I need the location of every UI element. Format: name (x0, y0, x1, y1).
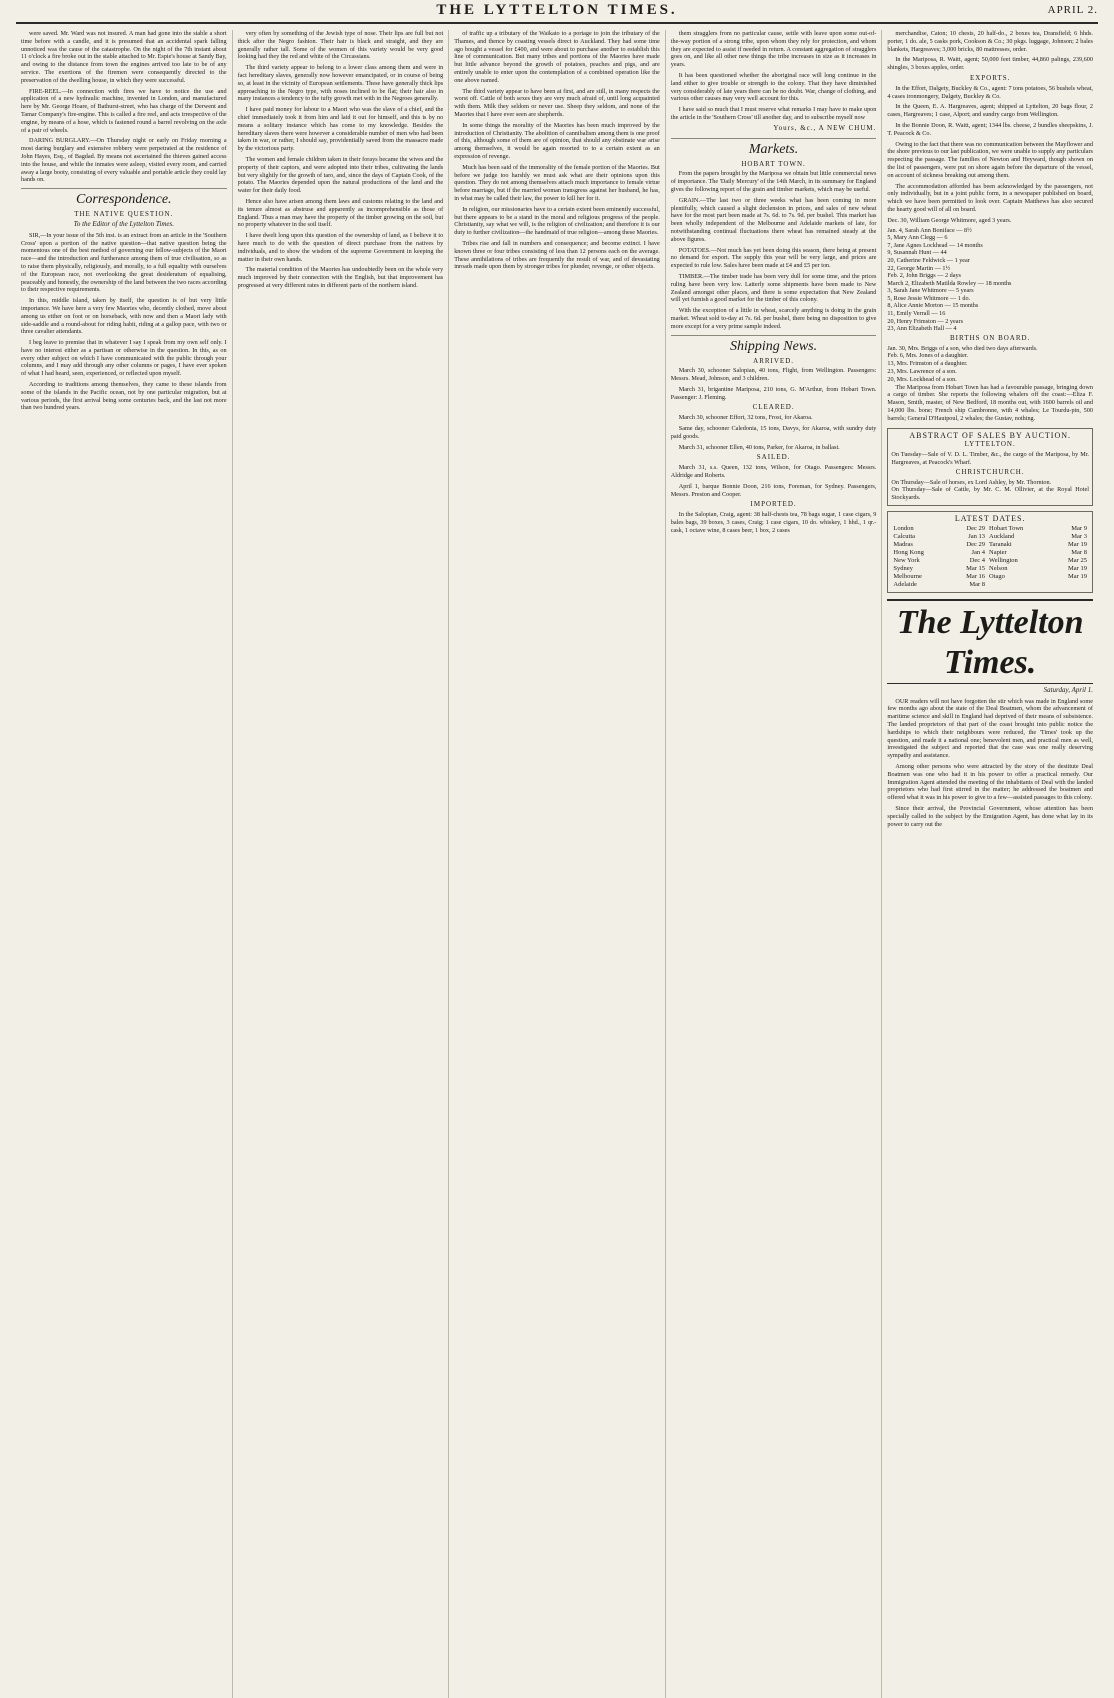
paragraph: I beg leave to premise that in whatever I say I speak from my own self only. I have no interest either as a partisan or otherwise in the question. In this, as on every other subject on which I have communicated with the public through your columns, and I may add through any other columns or pages, I have ever spoken of what I had heard, seen, experienced, or reflected upon myself. (21, 339, 227, 378)
table-cell: Dec 29 (966, 524, 986, 532)
table-cell: Mar 15 (966, 564, 986, 572)
paragraph: merchandise, Caton; 10 chests, 20 half-do., 2 boxes tea, Dransfield; 6 hhds. porter, 1 do. ale, 5 casks pork, Cookson & Co.; 30 pkgs. luggage, Johnson; 2 bales blankets, Hargreaves; 3,000 bricks, 80 mattresses, order. (887, 30, 1093, 53)
table-cell: Mar 8 (969, 580, 986, 588)
abstract-entry: On Thursday—Sale of horses, ex Lord Ashley, by Mr. Thornton. (891, 478, 1052, 486)
table-cell: Auckland (989, 532, 1015, 540)
section-header-markets: Markets. (671, 138, 877, 159)
paragraph: The Mariposa from Hobart Town has had a favourable passage, bringing down a cargo of timber. She reports the following whalers off the coast:—Eliza F. Mason, Smith, master, of New Bedford, 18 months out, with 1600 barrels oil and 14,000 lbs. bone; French ship Cambronne, with 4 whales; Le Tourdu-pin, 500 barrels; General D'Hautpoul, 2 whales; the Gustav, nothing. (887, 383, 1093, 422)
table-row (891, 533, 1089, 541)
list-item: 5, Mary Ann Clegg — 6 (887, 234, 948, 242)
article-title: THE NATIVE QUESTION. (74, 210, 174, 219)
paragraph: Tribes rise and fall in numbers and consequence; and become extinct. I have known three or four tribes consisting of less than 12 persons each on the average. These annihilations of tribes are frequently the result of war, and of devastating inroads made upon them by stronger tribes for plunder, revenge, or other objects. (454, 239, 660, 271)
table-cell: Hong Kong (893, 548, 924, 556)
editorial-paragraph: OUR readers will not have forgotten the stir which was made in England some few months ago about the state of the Deal Boatmen, whom the advancement of maritime science and skill in England had deprived of their means of subsistence. The landed proprietors of that part of the coast brought into public notice the hardships to which their neighbours were reduced, the 'Times' took up the question, and made it a national one; benevolent men, and practical men as well, investigated the subject and reported that the case was one really deserving sympathy and assistance. (887, 697, 1093, 760)
paragraph: very often by something of the Jewish type of nose. Their lips are full but not thick after the Negro fashion. Their hair is black and straight, and they are generally rather tall. Some of the women of this variety would be very good looking had they the red and white of the Circassians. (237, 30, 444, 61)
birth-entry: 23, Mrs. Lawrence of a son. (887, 368, 957, 376)
shipping-entry: Same day, schooner Caledonia, 15 tons, Davys, for Akaroa, with sundry duty paid goods. (670, 425, 877, 440)
list-item: 11, Emily Verrall — 16 (887, 310, 946, 318)
table-row (891, 557, 1089, 565)
latest-dates-title: LATEST DATES. (954, 513, 1026, 523)
latest-dates-table (891, 525, 1089, 589)
births-header: BIRTHS ON BOARD. (950, 333, 1031, 342)
paragraph: From the papers brought by the Mariposa we obtain but little commercial news of importance. The 'Daily Mercury' of the 14th March, in its summary for England gives the following report of the grain and timber markets, which may be useful. (670, 170, 877, 193)
table-cell: Dec 29 (966, 540, 986, 548)
paragraph: I have said so much that I must reserve what remarks I may have to make upon the article in the 'Southern Cross' till another day, and to subscribe myself now (670, 106, 877, 121)
table-cell: Nelson (989, 564, 1008, 572)
table-cell: Calcutta (893, 532, 916, 540)
paragraph: In some things the morality of the Maories has been much improved by the introduction of Christianity. The abolition of cannibalism among them is one proof of this, although some of them are of opinion, that should any obstinate war arise among themselves, it would be again resorted to to a certain extent as an expression of revenge. (454, 121, 660, 160)
paragraph: DARING BURGLARY.—On Thursday night or early on Friday morning a most daring burglary and extensive robbery were perpetrated at the residence of John Hayes, Esq., of Bagdad. By means not ascertained the thieves gained access into the house, and while the inmates were asleep, visited every room, and carried away a large booty, consisting of every valuable and portable article they could lay hands on. (21, 137, 227, 184)
column-1 (16, 30, 233, 1698)
table-row (891, 549, 1089, 557)
paragraph: of traffic up a tributary of the Waikato to a portage to join the tributary of the Thames, and thence by coasting vessels direct to Auckland. They had some time ago bought a vessel for £400, and were about to purchase another to establish this line of communication. But many tribes and portions of the Maories have made but little advance beyond the growth of potatoes, peaches and pigs, and are entirely unable to enter upon the contemplation of a combined operation like the one above named. (454, 30, 660, 84)
export-entry: In the Effort, Dalgety, Buckley & Co., agent: 7 tons potatoes, 56 bushels wheat, 4 cases ironmongery, Dalgety, Buckley & Co. (887, 84, 1093, 100)
paragraph: I have paid money for labour to a Maori who was the slave of a chief, and the chief immediately took it from him and laid it out for himself, and this is by no means a solitary instance which has come to my knowledge. Besides the hereditary slaves there were however a considerable number of men who had been taken in war, or rather, I should say, providentially saved from the massacre made by the victorious party. (237, 106, 444, 153)
list-item: 8, Alice Annie Morton — 15 months (887, 302, 979, 310)
column-4 (666, 30, 883, 1698)
markets-location: HOBART TOWN. (741, 159, 806, 168)
abstract-of-sales (887, 428, 1093, 506)
paragraph: The third variety appear to have been at first, and are still, in many respects the worst off. Cattle of both sexes they are very much afraid of, until long acquainted with them. Milk they seldom or never use. Sheep they seldom, and none of the Maories that I have ever seen are shepherds. (454, 87, 660, 118)
shipping-entry: April 1, barque Bonnie Doon, 216 tons, Foreman, for Sydney. Passengers, Messrs. Preston and Cooper. (670, 482, 877, 498)
paragraph: I have dwelt long upon this question of the ownership of land, as I believe it to have much to do with the question of direct purchase from the natives by individuals, and to show the wisdom of the supreme Government in keeping the matter in their own hands. (237, 232, 444, 263)
table-cell: Sydney (893, 564, 913, 572)
paragraph: With the exception of a little in wheat, scarcely anything is doing in the grain market. Wheat sold to-day at 7s. 6d. per bushel, there being no disposition to give more except for a very prime sample indeed. (670, 307, 877, 330)
table-cell: Adelaide (893, 580, 917, 588)
paragraph: The accommodation afforded has been acknowledged by the passengers, not only individually, but in a joint public form, in a newspaper published on board, which we have been permitted to look over. Captain Matthews has also secured the hearty good will of all on board. (887, 182, 1093, 213)
table-cell: Mar 16 (966, 572, 986, 580)
birth-entry: 13, Mrs. Frimston of a daughter. (887, 360, 968, 368)
paragraph: It has been questioned whether the aboriginal race will long continue in the land either to give trouble or strength to the colony. That they have diminished very considerably of late years there can be no doubt. War, change of clothing, and various other causes may very well account for this. (670, 71, 877, 103)
paragraph: TIMBER.—The timber trade has been very dull for some time, and the prices ruling have been very low. Latterly some shipments have been made to New Zealand amongst other places, and there is some expectation that New Zealand will yet furnish a good market for the timber of this colony. (670, 272, 877, 304)
shipping-entry: March 31, brigantine Mariposa, 210 tons, G. M'Arthur, from Hobart Town. Passenger: J. Fleming. (670, 385, 877, 401)
table-cell: Wellington (989, 556, 1018, 564)
shipping-entry: March 30, schooner Effort, 32 tons, Frost, for Akaroa. (678, 414, 813, 422)
table-cell: Hobart Town (989, 524, 1024, 532)
table-cell (987, 581, 1051, 589)
list-item: Feb. 2, John Briggs — 2 days (887, 272, 961, 280)
paper-title: The Lyttelton Times. (887, 599, 1093, 684)
paragraph: POTATOES.—Not much has yet been doing this season, there being at present no demand for export. The supply this year will be very large, and prices are expected to rule low. Sales have been made at £4 and £5 per ton. (670, 246, 877, 270)
paragraph: were saved. Mr. Ward was not insured. A man had gone into the stable a short time before with a candle, and it is presumed that an accidental spark falling unnoticed was the cause of the catastrophe. On the night of the 7th instant about 11 o'clock a fire broke out in the stable attached to Mr. Espie's house at Sandy Bay, and owing to the distance from town the engines arrived too late to be of any service. The exertions of the firemen were consequently directed to the preservation of the dwelling house, in which they were successful. (21, 30, 227, 84)
abstract-entry: On Tuesday—Sale of V. D. L. Timber, &c., the cargo of the Mariposa, by Mr. Hargreaves, at Peacock's Wharf. (891, 451, 1089, 466)
paragraph: In religion, our missionaries have to a certain extent been eminently successful, but there appears to be a stand in the moral and religious progress of the people. Christianity, say what we will, is the religion of civilization; and therefore it is our duty to further civilization—the handmaid of true religion—among these Maories. (454, 205, 660, 237)
editorial-paragraph: Since their arrival, the Provincial Government, whose attention has been specially called to the subject by the Emigration Agent, has done what lay in its power to carry out the (887, 804, 1093, 828)
birth-entry: Jan. 30, Mrs. Briggs of a son, who died two days afterwards. (887, 344, 1038, 352)
paragraph: SIR,—In your issue of the 5th inst. is an extract from an article in the 'Southern Cross' upon a portion of the native question—that native question being the momentous one of the best method of governing our fellow-subjects of the Maori race—and the introduction and furtherance among them of true civilisation, so as to raise them physically, religiously, and morally, to a full equality with ourselves of the European race, not overlooking the great desideratum of equalising, peaceably and honestly, the ownership of the land between the two races according to their respective requirements. (21, 231, 227, 294)
shipping-entry: March 30, schooner Salopian, 40 tons, Flight, from Wellington. Passengers: Messrs. Mead, Johnson, and 3 children. (670, 367, 877, 383)
editorial-paragraph: Among other persons who were attracted by the story of the destitute Deal Boatmen was one who had it in his power to offer a practical remedy. Our Immigration Agent attended the meeting of the inhabitants of Deal with the landed proprietors who had first stirred in the matter; he addressed the boatmen and offered what it was in his power to give to a few—assisted passages to this colony. (887, 762, 1093, 802)
list-item: 23, Ann Elizabeth Hall — 4 (887, 325, 957, 333)
paragraph: Hence also have arisen among them laws and customs relating to the land and its tenure almost as abstruse and apparently as incomprehensible as those of England. Thus a man may have the property of the timber growing on the soil, but no property whatever in the soil itself. (237, 197, 444, 229)
latest-dates (887, 511, 1093, 593)
table-cell: Mar 25 (1068, 556, 1087, 564)
list-item: 3, Sarah Jane Whitmore — 5 years (887, 287, 974, 295)
exports-header: EXPORTS. (969, 73, 1011, 82)
export-entry: In the Queen, E. A. Hargreaves, agent; shipped at Lyttelton, 20 bags flour, 2 cases, Hargreaves; 1 case, Alport; and sundry cargo from Wellington. (887, 103, 1093, 119)
shipping-imported: IMPORTED. (750, 500, 797, 509)
masthead-title: THE LYTTELTON TIMES. (436, 2, 678, 18)
paragraph: The third variety appear to belong to a lower class among them and were in fact hereditary slaves, generally now however emancipated, or in course of being so, at least in the vicinity of European settlements. These have generally thick lips approaching to the Negro type, with noses inclined to be flat; their hair also in many instances a tendency to the tufty growth met with in the Negroes generally. (237, 64, 444, 103)
section-header-correspondence: Correspondence. (21, 188, 227, 209)
table-cell: Mar 3 (1071, 532, 1087, 540)
table-cell: London (893, 524, 914, 532)
table-cell: Mar 19 (1068, 572, 1087, 580)
column-5 (882, 30, 1098, 1698)
table-cell: Jan 4 (971, 548, 986, 556)
table-cell: Mar 8 (1071, 548, 1087, 556)
table-row (891, 565, 1089, 573)
table-row (891, 525, 1089, 533)
list-item: 20, Catherine Feldwick — 1 year (887, 256, 970, 264)
list-item: 7, Jane Agnes Lockhead — 14 months (887, 241, 983, 249)
birth-entry: 20, Mrs. Lockhead of a son. (887, 375, 957, 383)
section-header-shipping: Shipping News. (671, 335, 877, 356)
list-item: March 2, Elizabeth Matilda Rowley — 18 months (887, 279, 1012, 287)
paragraph: Owing to the fact that there was no communication between the Mayflower and the shore previous to our last publication, we were unable to supply any particulars respecting the passage. The families of Newton and Heyward, though shown on the list of passengers, were put on shore again before the departure of the vessel, on account of sickness breaking out among them. (887, 140, 1093, 179)
table-row (891, 581, 1089, 589)
masthead-date: APRIL 2. (1047, 4, 1098, 16)
abstract-entry: On Thursday—Sale of Cattle, by Mr. C. M. Ollivier, at the Royal Hotel Stockyards. (891, 486, 1089, 502)
masthead (16, 0, 1098, 24)
table-cell: Otago (989, 572, 1005, 580)
table-cell: New York (893, 556, 920, 564)
shipping-cleared: CLEARED. (752, 403, 795, 412)
abstract-location: CHRISTCHURCH. (955, 467, 1025, 476)
export-entry: In the Bonnie Doon, R. Waitt, agent; 1344 lbs. cheese, 2 bundles sheepskins, J. T. Peacock & Co. (887, 121, 1093, 137)
list-item: 5, Rose Jessie Whitmore — 1 do. (887, 294, 971, 302)
paragraph: GRAIN.—The last two or three weeks what has been coming in more plentifully, which caused a slight declension in prices, and sales of new wheat have for the most part been made at 7s. 6d. to 7s. 9d. per bushel. This market has been wholly independent of the Melbourne and Adelaide markets of late, for notwithstanding continual fluctuations there wheat has remained steady at the above figures. (670, 196, 877, 243)
paper-date: Saturday, April 1. (1043, 685, 1093, 694)
table-cell: Napier (989, 548, 1007, 556)
paragraph: The women and female children taken in their forays became the wives and the property of their captors, and were adopted into their tribes, cultivating the lands but very slightly for the growth of taro, and, since the days of Captain Cook, of the potato. The Maories depended upon the natural productions of the land and the water for their daily food. (237, 155, 444, 195)
shipping-arrived: ARRIVED. (753, 356, 795, 365)
deaths-intro: Dec. 30, William George Whitmore, aged 3 years. (887, 216, 1012, 224)
paragraph: The material condition of the Maories has undoubtedly been on the whole very much improved by their connection with the English, but that improvement has progressed at very different rates in different parts of the northern island. (237, 266, 444, 289)
abstract-title: ABSTRACT OF SALES BY AUCTION. (909, 430, 1072, 440)
table-cell: Mar 9 (1071, 524, 1087, 532)
article-subtitle: To the Editor of the Lyttelton Times. (73, 219, 175, 228)
shipping-entry: March 31, s.s. Queen, 132 tons, Wilson, for Otago. Passengers: Messrs. Aldridge and Roberts. (670, 464, 877, 480)
list-item: 9, Susannah Hunt — 44 (887, 249, 947, 257)
paragraph: According to traditions among themselves, they came to these islands from some of the islands in the Pacific ocean, not by one particular migration, but at various periods, the first arrival being some centuries back, and the last not more than two hundred years. (21, 381, 227, 412)
table-cell: Jan 13 (968, 532, 986, 540)
shipping-entry: March 31, schooner Ellen, 40 tons, Parker, for Akaroa, in ballast. (678, 443, 840, 451)
column-3 (449, 30, 666, 1698)
abstract-location: LYTTELTON. (964, 440, 1016, 449)
column-2 (233, 30, 450, 1698)
columns (16, 30, 1098, 1698)
letter-signoff: Yours, &c., A NEW CHUM. (773, 123, 877, 132)
shipping-sailed: SAILED. (756, 453, 791, 462)
list-item: Jan. 4, Sarah Ann Boniface — 8½ (887, 226, 972, 234)
table-row (891, 573, 1089, 581)
table-cell: Dec 4 (969, 556, 986, 564)
list-item: 20, Henry Frimston — 2 years (887, 317, 963, 325)
table-cell: Madras (893, 540, 913, 548)
paragraph: In the Mariposa, R. Waitt, agent; 50,000 feet timber, 44,860 palings, 239,600 shingles, 3 boxes apples, order. (887, 56, 1093, 72)
paragraph: Much has been said of the immorality of the female portion of the Maories. But before we judge too harshly we must ask what are their opinions upon this question. They do not among themselves attach much importance to female virtue before marriage, but if the married woman transgress against her husband, he has, in what may be called their law, the power to kill her for it. (454, 163, 660, 202)
table-cell: Melbourne (893, 572, 922, 580)
table-cell: Taranaki (989, 540, 1012, 548)
deaths-list (887, 227, 1093, 333)
paragraph: them stragglers from no particular cause, settle with leave upon some out-of-the-way portion of a strong tribe, upon whom they rely for protection, and whom they are expected to assist if needed in return. A constant aggregation of stragglers goes on, and like all other new things the tribe increases in size as it increases in years. (670, 30, 877, 69)
table-cell: Mar 19 (1068, 564, 1087, 572)
paragraph: In this, middle island, taken by itself, the question is of but very little importance. We have here a very few Maories who, decently clothed, move about among us either on foot or on horseback, with now and then a Maori lady with side-saddle and a round-about for riding habit, riding at a gallop pace, with two or three cavalier attendants. (21, 297, 227, 336)
table-cell: Mar 19 (1068, 540, 1087, 548)
table-cell (1051, 581, 1089, 589)
birth-entry: Feb. 6, Mrs. Jones of a daughter. (887, 352, 969, 360)
shipping-entry: In the Salopian, Craig, agent: 38 half-chests tea, 78 bags sugar, 1 case cigars, 9 bales bags, 39 boxes, 3 cases, Craig; 1 case cigars, 10 do. whiskey, 1 hhd., 1 qr.-cask, 1 octave wine, 8 cases beer, 1 box, 2 cases (670, 511, 877, 534)
list-item: 22, George Martin — 1½ (887, 264, 951, 272)
table-row (891, 541, 1089, 549)
paragraph: FIRE-REEL.—In connection with fires we have to notice the use and application of a new hydraulic machine, invented in London, and manufactured here by Mr. George Hoare, of Bathurst-street, who has charge of the Derwent and Tamar Company's fire-engine. This is called a fire reel, and acts irrespective of the engine, by means of a hose, which is fastened round a barrel revolving on the axle of a pair of wheels. (21, 87, 227, 134)
